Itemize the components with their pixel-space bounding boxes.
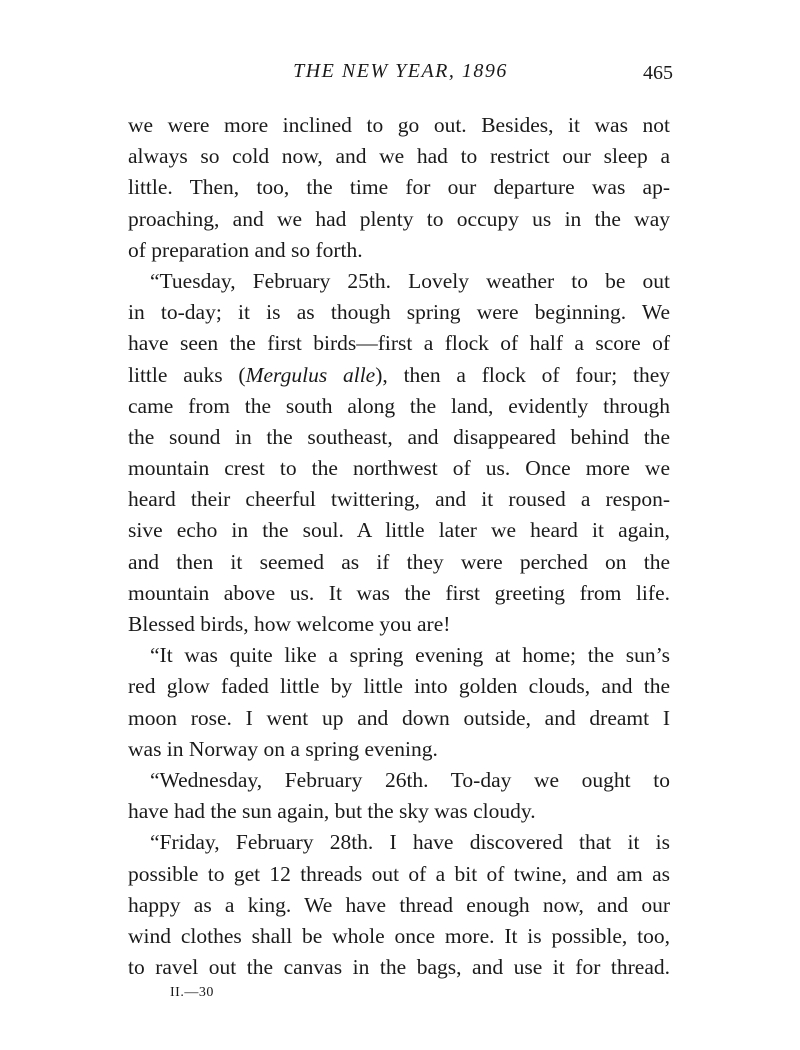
text-line: Blessed birds, how welcome you are! xyxy=(128,612,451,636)
text-line: red glow faded little by little into golden clouds, and the xyxy=(128,674,670,699)
text-line: mountain above us. It was the first greeting from life. xyxy=(128,580,670,605)
text-line: moon rose. I went up and down outside, and dreamt I xyxy=(128,705,670,730)
text-line: we were more inclined to go out. Besides, it was not xyxy=(128,113,670,137)
species-name: Mergulus alle xyxy=(245,362,376,387)
text-line: of preparation and so forth. xyxy=(128,237,363,262)
body-text xyxy=(128,110,670,983)
text-line: happy as a king. We have thread enough now, and our xyxy=(128,892,670,917)
text-line: heard their cheerful twittering, and it roused a respon- xyxy=(128,487,670,512)
signature-mark: II.—30 xyxy=(170,985,214,1000)
text-line: “Friday, February 28th. I have discovered that it is xyxy=(150,830,670,855)
running-title: THE NEW YEAR, 1896 xyxy=(293,60,508,82)
text-line: proaching, and we had plenty to occupy us in the way xyxy=(128,206,670,231)
text-line: “Wednesday, February 26th. To-day we ought to xyxy=(150,767,670,792)
text-line: have had the sun again, but the sky was cloudy. xyxy=(128,799,536,824)
text-line: came from the south along the land, evidently through xyxy=(128,393,670,418)
text-line: to ravel out the canvas in the bags, and use it for thread. xyxy=(128,955,670,980)
text-line: little. Then, too, the time for our departure was ap- xyxy=(128,175,670,200)
text-line: possible to get 12 threads out of a bit of twine, and am as xyxy=(128,861,670,886)
page-number: 465 xyxy=(643,62,673,84)
text-line: and then it seemed as if they were perched on the xyxy=(128,549,670,574)
text-line: “It was quite like a spring evening at home; the sun’s xyxy=(150,643,670,668)
running-head xyxy=(128,58,673,88)
text-line: wind clothes shall be whole once more. It is possible, too, xyxy=(128,923,670,948)
text-line: little auks (Mergulus alle), then a flock of four; they xyxy=(128,362,670,387)
text-line: the sound in the southeast, and disappeared behind the xyxy=(128,424,670,449)
text-line: in to-day; it is as though spring were beginning. We xyxy=(128,300,670,325)
text-line: was in Norway on a spring evening. xyxy=(128,736,438,761)
text-line: “Tuesday, February 25th. Lovely weather to be out xyxy=(150,268,670,293)
text-line: sive echo in the soul. A little later we heard it again, xyxy=(128,518,670,543)
text-line: mountain crest to the northwest of us. Once more we xyxy=(128,456,670,481)
text-line: always so cold now, and we had to restrict our sleep a xyxy=(128,144,670,169)
text-line: have seen the first birds—first a flock of half a score of xyxy=(128,331,670,356)
